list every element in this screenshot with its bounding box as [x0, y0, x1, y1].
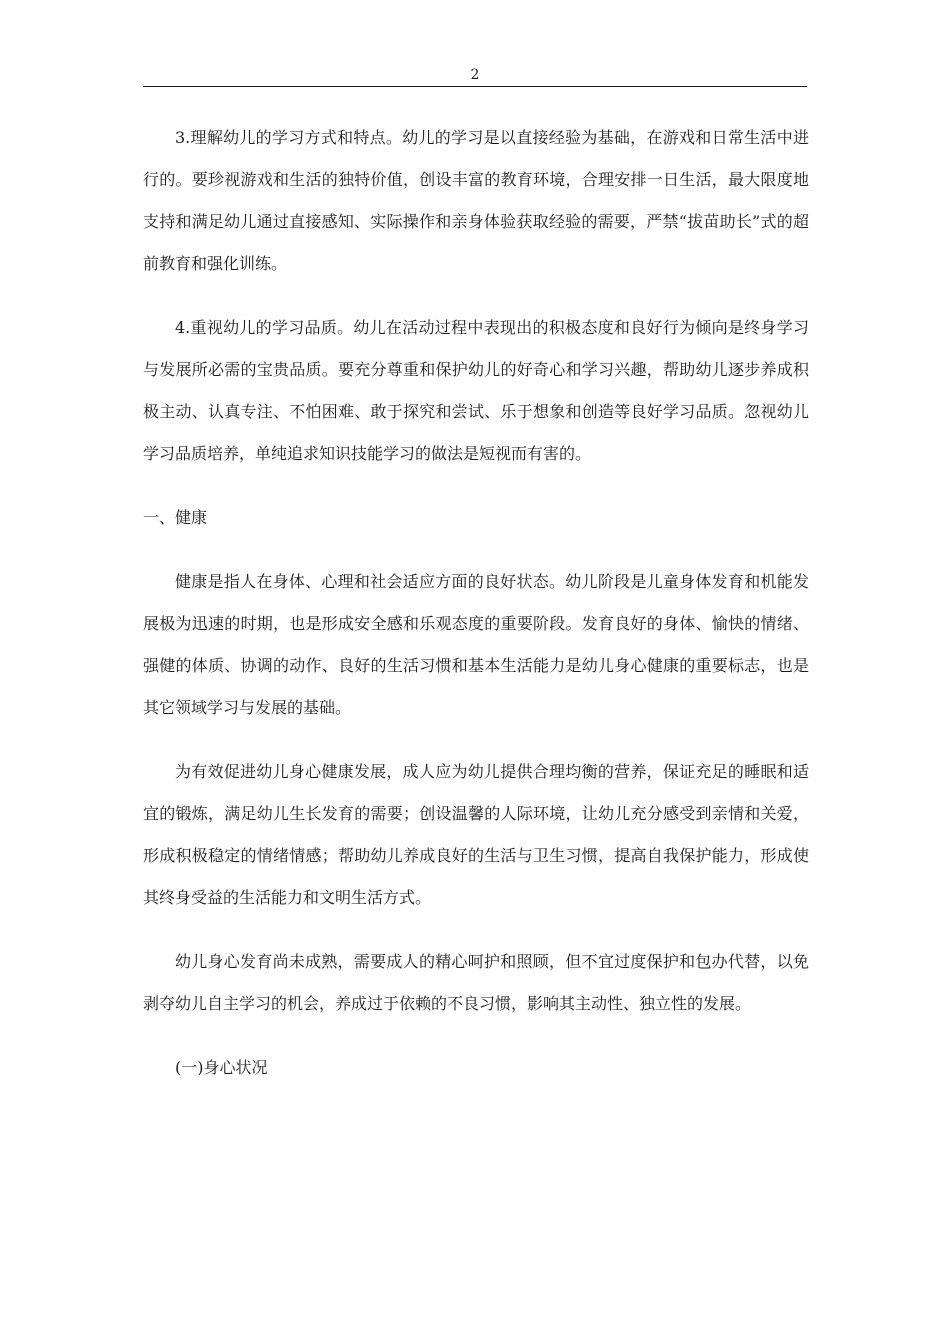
paragraph-learning-style: 3.理解幼儿的学习方式和特点。幼儿的学习是以直接经验为基础，在游戏和日常生活中进行的。要珍视游戏和生活的独特价值，创设丰富的教育环境，合理安排一日生活，最大限度地支持和满足幼儿通过直接感知、实际操作和亲身体验获取经验的需要，严禁“拔苗助长”式的超前教育和强化训练。	[143, 128, 809, 273]
paragraph-health-care: 幼儿身心发育尚未成熟，需要成人的精心呵护和照顾，但不宜过度保护和包办代替，以免剥夺幼儿自主学习的机会，养成过于依赖的不良习惯，影响其主动性、独立性的发展。	[143, 952, 809, 1013]
document-body	[143, 117, 809, 1089]
paragraph-health-promotion: 为有效促进幼儿身心健康发展，成人应为幼儿提供合理均衡的营养，保证充足的睡眠和适宜的锻炼，满足幼儿生长发育的需要；创设温馨的人际环境，让幼儿充分感受到亲情和关爱，形成积极稳定的情绪情感；帮助幼儿养成良好的生活与卫生习惯，提高自我保护能力，形成使其终身受益的生活能力和文明生活方式。	[143, 762, 809, 907]
paragraph-health-definition: 健康是指人在身体、心理和社会适应方面的良好状态。幼儿阶段是儿童身体发育和机能发展极为迅速的时期，也是形成安全感和乐观态度的重要阶段。发育良好的身体、愉快的情绪、强健的体质、协调的动作、良好的生活习惯和基本生活能力是幼儿身心健康的重要标志，也是其它领域学习与发展的基础。	[143, 572, 809, 717]
paragraph-learning-quality: 4.重视幼儿的学习品质。幼儿在活动过程中表现出的积极态度和良好行为倾向是终身学习与发展所必需的宝贵品质。要充分尊重和保护幼儿的好奇心和学习兴趣，帮助幼儿逐步养成积极主动、认真专注、不怕困难、敢于探究和尝试、乐于想象和创造等良好学习品质。忽视幼儿学习品质培养，单纯追求知识技能学习的做法是短视而有害的。	[143, 318, 809, 463]
subsection-heading-physical-mental: (一)身心状况	[175, 1058, 268, 1077]
header-rule	[143, 86, 807, 87]
section-heading-health: 一、健康	[143, 508, 208, 527]
page-number: 2	[470, 67, 480, 83]
